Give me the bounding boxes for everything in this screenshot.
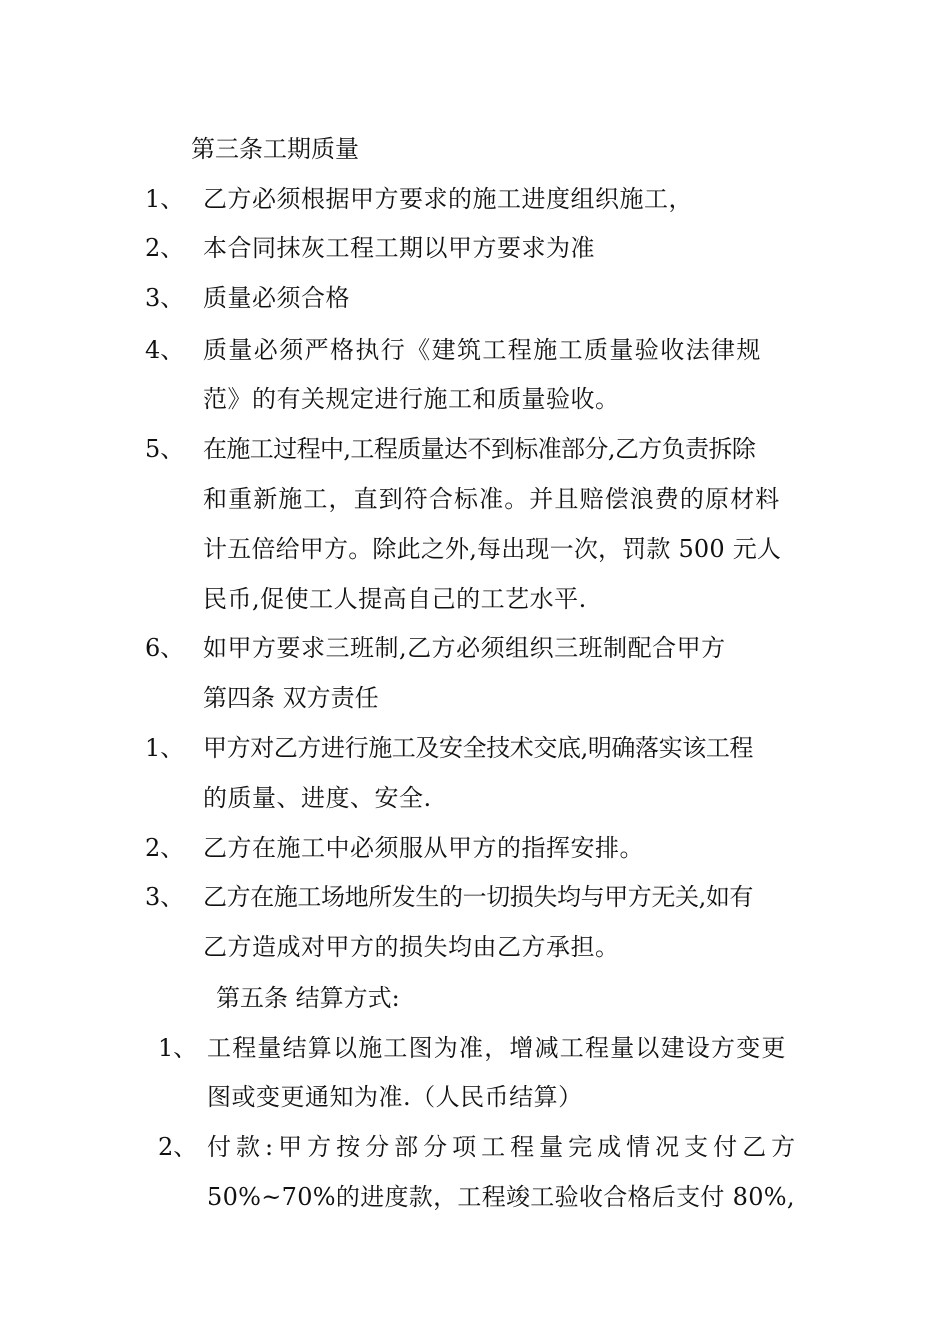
item-number: 2、	[145, 234, 185, 262]
item-text: 乙方造成对甲方的损失均由乙方承担。	[203, 933, 620, 961]
item-text: 付款:甲方按分部分项工程量完成情况支付乙方	[207, 1133, 801, 1161]
section-heading: 第四条 双方责任	[203, 684, 379, 712]
item-text: 本合同抹灰工程工期以甲方要求为准	[203, 234, 595, 262]
item-text: 工程量结算以施工图为准，增减工程量以建设方变更	[207, 1034, 787, 1062]
item-text: 民币,促使工人提高自己的工艺水平.	[203, 585, 587, 613]
item-text: 的质量、进度、安全.	[203, 784, 432, 812]
item-text: 范》的有关规定进行施工和质量验收。	[203, 385, 620, 413]
section-heading: 第三条工期质量	[191, 135, 359, 163]
item-number: 1、	[158, 1034, 198, 1062]
item-text: 质量必须合格	[203, 284, 350, 312]
item-text: 乙方在施工场地所发生的一切损失均与甲方无关,如有	[203, 883, 754, 911]
section-heading: 第五条 结算方式:	[216, 984, 400, 1012]
item-number: 1、	[145, 734, 185, 762]
item-text: 质量必须严格执行《建筑工程施工质量验收法律规	[203, 336, 762, 364]
item-number: 3、	[145, 883, 185, 911]
item-text: 计五倍给甲方。除此之外,每出现一次，罚款 500 元人	[203, 535, 782, 563]
item-number: 6、	[145, 634, 185, 662]
item-number: 2、	[158, 1133, 198, 1161]
item-text: 乙方在施工中必须服从甲方的指挥安排。	[203, 834, 644, 862]
item-number: 4、	[145, 336, 185, 364]
item-number: 1、	[145, 185, 185, 213]
item-text: 在施工过程中,工程质量达不到标准部分,乙方负责拆除	[203, 435, 756, 463]
item-text: 乙方必须根据甲方要求的施工进度组织施工，	[203, 185, 693, 213]
item-text: 如甲方要求三班制,乙方必须组织三班制配合甲方	[203, 634, 726, 662]
item-number: 3、	[145, 284, 185, 312]
item-text: 50%~70%的进度款，工程竣工验收合格后支付 80%,	[207, 1183, 795, 1211]
item-number: 5、	[145, 435, 185, 463]
item-text: 和重新施工，直到符合标准。并且赔偿浪费的原材料	[203, 485, 781, 513]
item-number: 2、	[145, 834, 185, 862]
item-text: 甲方对乙方进行施工及安全技术交底,明确落实该工程	[203, 734, 754, 762]
item-text: 图或变更通知为准.（人民币结算）	[207, 1083, 583, 1111]
